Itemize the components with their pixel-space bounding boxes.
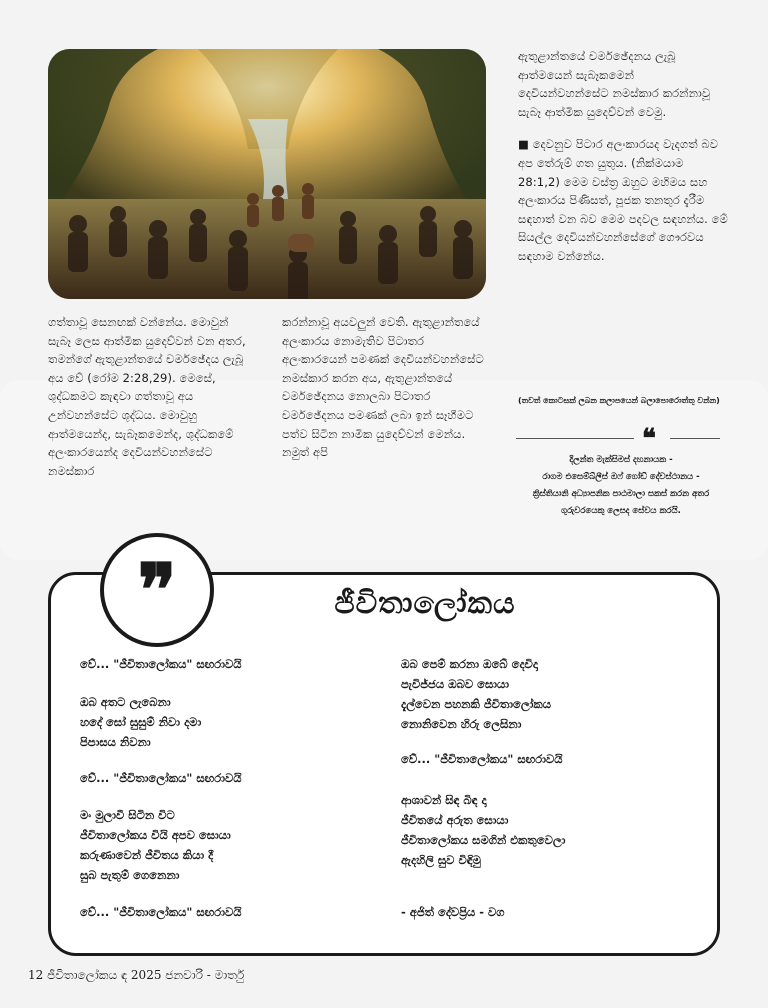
paragraph: ගත්තාවූ සෙනඟක් වන්නේය. මොවුන් සැබෑ ලෙස ආත්මික යුදෙව්වන් වන අතර, තමන්ගේ ඇතුළාන්තයේ චර්මඡේදය ලැබූ අය වේ (රෝම 2:28,29). මෙසේ, ශුද්ධකමට කැඳවා ගත්තාවූ අය උන්වහන්සේට ශුද්ධය. මොවුහු ආත්මයෙන්ද, සැබෑකමෙන්ද, ශුද්ධකමේ අලංකාරයෙන්ද දෙවියන්වහන්සේට නමස්කාර	[48, 315, 246, 478]
poem-line: ජීවිතාලෝකය සමගින් එකතුවෙලා	[401, 833, 566, 847]
worship-gathering-image	[48, 49, 486, 299]
author-line: දිලන්ත මැක්සිමස් දහනායක -	[569, 455, 673, 465]
poem-line: හදේ සෝ සුසුම් නිවා දමා	[80, 715, 202, 729]
poem-line: දැල්වෙන පහනකි ජීවිතාලෝකය	[401, 697, 552, 711]
poem-line: මං මුලාවී සිටින විට	[80, 808, 175, 822]
continued-note: (තවත් කොටසක් ලබන කලාපයෙන් බලාපොරොත්තු වන්න)	[518, 396, 720, 405]
article-column-left	[48, 313, 248, 494]
poem-title: ජීවිතාලෝකය	[334, 586, 516, 621]
poem-line: පිපාසය නිවනා	[80, 735, 151, 749]
poem-line: ඔබ අතට ලැබෙනා	[80, 695, 171, 709]
poem-line: ආශාවන් සිඳ බිඳ දා	[401, 793, 487, 807]
poem-line: - අජිත් දේවප්‍රිය - වග	[401, 905, 505, 919]
divider-right	[670, 438, 720, 439]
paragraph: ■ දෙවනුව පිටාර අලංකාරයද වැදගත් බව අප තේරුම් ගත යුතුය. (නික්මයාම 28:1,2) මෙම වස්ත්‍ර ඔහුට මහිමය සහ අලංකාරය පිණිසත්, පූජක තනතුර දැරීම සඳහාත් වන බව මෙම පදවල සඳහන්ය. මේ සියල්ල දෙවියන්වහන්සේගේ ගෞරවය සඳහාම වන්නේය.	[518, 137, 728, 263]
poem-stanza	[401, 790, 565, 870]
poem-stanza	[80, 768, 242, 788]
paragraph: ඇතුළාන්තයේ චර්මඡේදනය ලැබූ ආත්මයෙන් සැබෑකමෙන් දෙවියන්වහන්සේට නමස්කාර කරන්නාවූ සැබෑ ආත්මික යුදෙව්වන් වෙමු.	[518, 49, 711, 119]
page-footer: 12 ජීවිතාලෝකය ඳ 2025 ජනවාරි - මාර්තු	[28, 968, 245, 982]
poem-line: වේ... "ජීවිතාලෝකය" සඟරාවයි	[401, 752, 563, 766]
divider-left	[516, 438, 634, 439]
poem-line: පැවිජ්ජය ඔබව සොයා	[401, 677, 510, 691]
poem-line: ඇදහිලි සුව විඳිමු	[401, 853, 481, 867]
hero-illustration	[48, 49, 486, 299]
author-line: රාගම එසෙම්බ්ලීස් ඔෆ් ගෝඩ් දේවස්ථානය -	[542, 472, 700, 482]
quote-icon: ❝	[642, 424, 656, 454]
poem-line: වේ... "ජීවිතාලෝකය" සඟරාවයි	[80, 657, 242, 671]
author-line: ගුරුවරයෙකු ලෙසද සේවය කරයි.	[561, 506, 681, 516]
poem-author	[401, 902, 505, 922]
poem-line: වේ... "ජීවිතාලෝකය" සඟරාවයි	[80, 905, 242, 919]
poem-line: ඔබ පෙම් කරනා ඔබේ දෙවිදා	[401, 657, 538, 671]
quote-icon: ❞	[137, 547, 177, 632]
poem-line: සුබ පැතුම් ගෙනෙනා	[80, 868, 180, 882]
quote-bubble	[100, 533, 214, 647]
poem-line: වේ... "ජීවිතාලෝකය" සඟරාවයි	[80, 771, 242, 785]
poem-stanza	[401, 749, 563, 769]
poem-stanza	[80, 902, 242, 922]
poem-stanza	[80, 654, 242, 674]
poem-line: නොනිවෙන හිරු ලෙසිනා	[401, 717, 522, 731]
article-column-right	[518, 47, 728, 280]
poem-line: ජීවිතාලෝකය වියි අපව සොයා	[80, 828, 231, 842]
poem-stanza	[80, 805, 231, 885]
author-credit	[512, 452, 730, 520]
author-line: ක්‍රිස්තියානි අධ්‍යාපනික පාඨමාලා සකස් කරන අතර	[532, 489, 710, 499]
poem-stanza	[401, 654, 551, 734]
poem-line: කරුණාවෙන් ජීවිතය කියා දී	[80, 848, 214, 862]
paragraph: කරන්නාවූ අයවලුන් වෙති. ඇතුළාන්තයේ අලංකාරය නොමැතිව පිටාතර අලංකාරයෙන් පමණක් දෙවියන්වහන්සේට නමස්කාර කරන අය, ඇතුළාන්තයේ චර්මඡේදනය නොලබා පිටාතර චර්මඡේදනය පමණක් ලබා ඉන් සෑහීමට පත්ව සිටින නාමික යුදෙව්වන් මෙන්ය. නමුත් අපි	[282, 315, 484, 460]
article-column-middle	[282, 313, 492, 476]
poem-line: ජීවිතයේ අරුත සොයා	[401, 813, 509, 827]
poem-stanza	[80, 692, 201, 752]
